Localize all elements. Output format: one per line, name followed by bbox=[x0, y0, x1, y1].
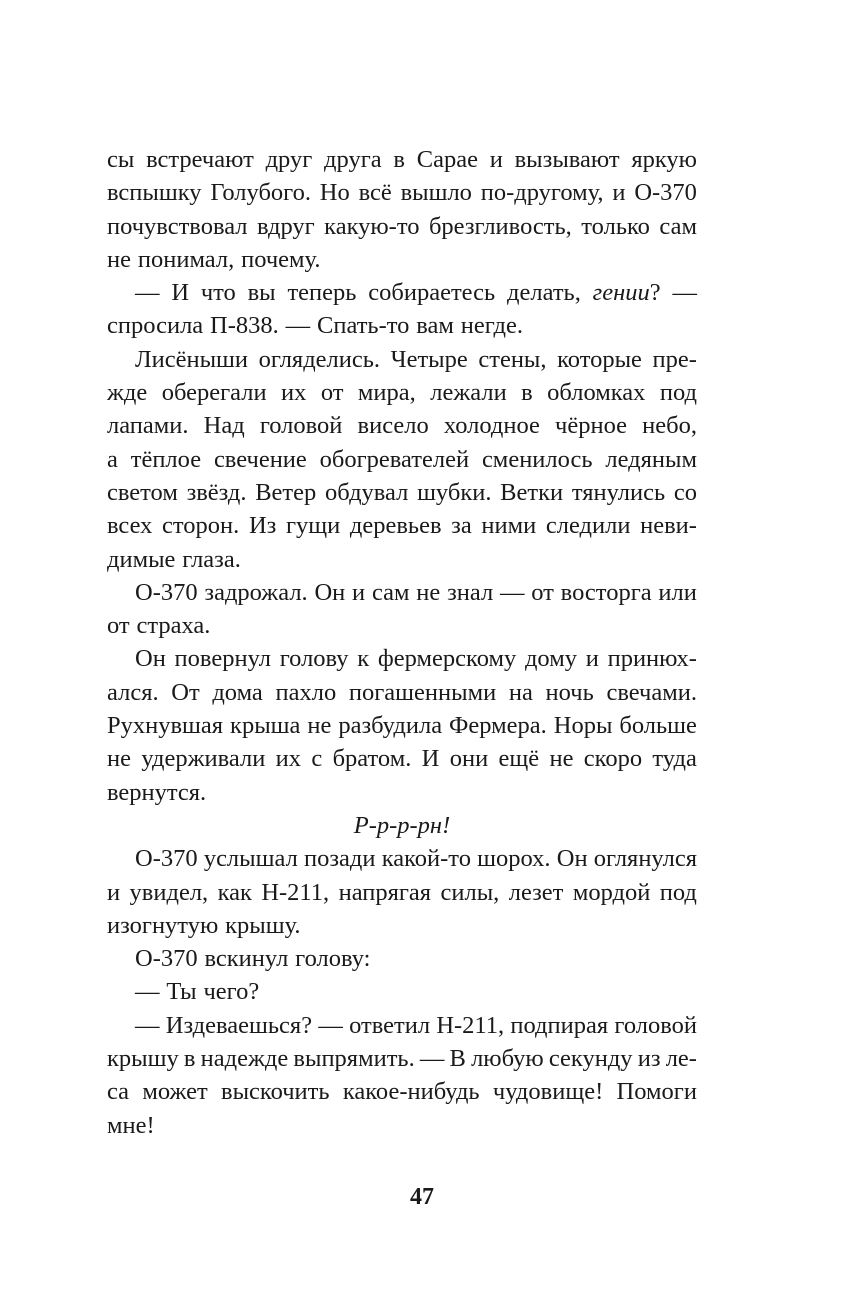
word: вернутся. bbox=[107, 778, 207, 806]
word: вы bbox=[247, 279, 276, 307]
word: обломках bbox=[547, 379, 646, 407]
word: сы bbox=[107, 146, 135, 173]
word: выпрямить. bbox=[293, 1045, 415, 1073]
word: Ты bbox=[166, 978, 197, 1006]
word: жде bbox=[107, 379, 148, 407]
text-line bbox=[107, 576, 697, 609]
word: братом. bbox=[332, 745, 412, 773]
word: небо, bbox=[642, 412, 697, 440]
text-line bbox=[107, 309, 697, 342]
word: Четыре bbox=[390, 345, 468, 373]
word: Н-211, bbox=[436, 1011, 505, 1039]
word: яркую bbox=[631, 146, 697, 173]
text-line bbox=[107, 509, 697, 542]
word: обогревателей bbox=[319, 445, 470, 473]
word: О-370 bbox=[634, 179, 697, 207]
word: подпирая bbox=[510, 1011, 609, 1039]
word: любую bbox=[471, 1045, 544, 1073]
word: может bbox=[142, 1078, 208, 1106]
word: свечение bbox=[213, 445, 307, 473]
word: собираетесь bbox=[368, 279, 496, 307]
word: погашенными bbox=[348, 678, 497, 706]
word: не bbox=[107, 745, 131, 773]
word: В bbox=[449, 1045, 466, 1073]
word: сторон. bbox=[162, 512, 240, 540]
word: Издеваешься? bbox=[165, 1011, 313, 1039]
word: — bbox=[285, 312, 311, 340]
word: Он bbox=[314, 578, 346, 606]
word: ледяным bbox=[605, 445, 697, 473]
text-line bbox=[107, 709, 697, 742]
page-number: 47 bbox=[410, 1184, 434, 1210]
word: — bbox=[318, 1011, 343, 1039]
word: Сарае bbox=[416, 146, 478, 173]
word: негде. bbox=[460, 312, 523, 340]
word: задрожал. bbox=[204, 578, 308, 606]
word: И bbox=[421, 745, 440, 773]
word: почему. bbox=[241, 245, 321, 273]
word: услышал bbox=[203, 845, 298, 873]
word: ался. bbox=[107, 678, 159, 706]
word: неви- bbox=[640, 512, 697, 540]
word: удерживали bbox=[141, 745, 266, 773]
word: выскочить bbox=[221, 1078, 330, 1106]
word: — bbox=[499, 578, 525, 606]
word: ночь bbox=[545, 678, 594, 706]
text-line bbox=[107, 676, 697, 709]
word: — bbox=[135, 978, 160, 1006]
word: Ветки bbox=[500, 478, 564, 506]
text-line bbox=[107, 876, 697, 909]
word: сам bbox=[371, 578, 410, 606]
word: ответил bbox=[349, 1011, 431, 1039]
word: глаза. bbox=[182, 545, 241, 573]
word: со bbox=[673, 478, 697, 506]
word: шубки. bbox=[417, 478, 492, 506]
text-line bbox=[107, 1009, 697, 1042]
word: принюх- bbox=[607, 645, 697, 673]
word: по-другому, bbox=[480, 179, 604, 207]
word: и bbox=[107, 878, 121, 906]
text-line bbox=[107, 376, 697, 409]
text-line bbox=[107, 443, 697, 476]
word: на bbox=[508, 678, 533, 706]
word: страха. bbox=[136, 612, 211, 640]
text-line bbox=[107, 210, 697, 243]
word: встречают bbox=[146, 146, 254, 173]
word: их bbox=[281, 379, 307, 407]
text-line bbox=[107, 809, 697, 842]
word: ле- bbox=[665, 1045, 697, 1073]
word: понимал, bbox=[137, 245, 235, 273]
word: больше bbox=[619, 712, 697, 740]
word: секунду bbox=[548, 1045, 633, 1073]
word: Рухнувшая bbox=[107, 712, 224, 740]
body-text bbox=[107, 143, 697, 1142]
word: друг bbox=[265, 146, 313, 173]
word: са bbox=[107, 1078, 130, 1106]
text-line bbox=[107, 476, 697, 509]
word: а bbox=[107, 445, 118, 473]
word: голову: bbox=[295, 945, 371, 973]
word: делать, bbox=[507, 279, 581, 307]
word: крыша bbox=[230, 712, 301, 740]
word: от bbox=[320, 379, 344, 407]
word: Над bbox=[203, 412, 245, 440]
word: теперь bbox=[287, 279, 357, 307]
text-line bbox=[107, 243, 697, 276]
word: Ветер bbox=[255, 478, 317, 506]
word: О-370 bbox=[135, 945, 198, 973]
text-line bbox=[107, 1109, 697, 1142]
word: не bbox=[307, 712, 332, 740]
word: от bbox=[531, 578, 554, 606]
word: под bbox=[659, 379, 697, 407]
text-line bbox=[107, 975, 697, 1008]
word: вскинул bbox=[204, 945, 289, 973]
word: — bbox=[135, 279, 160, 307]
word: повернул bbox=[174, 645, 271, 673]
text-line bbox=[107, 1075, 697, 1108]
word: оберегали bbox=[161, 379, 267, 407]
word: — bbox=[419, 1045, 445, 1073]
word: следили bbox=[545, 512, 631, 540]
word: — bbox=[135, 1011, 160, 1039]
word: Спать-то bbox=[317, 312, 410, 340]
word: которые bbox=[557, 345, 642, 373]
word: Но bbox=[319, 179, 350, 207]
word: какое-нибудь bbox=[342, 1078, 480, 1106]
text-line bbox=[107, 642, 697, 675]
word: разбудила bbox=[338, 712, 443, 740]
word: голову bbox=[279, 645, 349, 673]
word: силы, bbox=[440, 878, 500, 906]
word: всё bbox=[358, 179, 392, 207]
word: лапами. bbox=[107, 412, 189, 440]
word: О-370 bbox=[135, 845, 198, 873]
word: скоро bbox=[583, 745, 643, 773]
word: в bbox=[183, 1045, 196, 1073]
word: висело bbox=[357, 412, 429, 440]
word: холодное bbox=[443, 412, 540, 440]
word: восторга bbox=[560, 578, 652, 606]
word: они bbox=[449, 745, 489, 773]
word: не bbox=[416, 578, 441, 606]
word: крышу bbox=[107, 1045, 179, 1073]
word: дому bbox=[524, 645, 577, 673]
word: — bbox=[672, 279, 697, 307]
word: какую-то bbox=[324, 212, 420, 240]
word: П-838. bbox=[210, 312, 279, 340]
text-line bbox=[107, 409, 697, 442]
word: от bbox=[107, 612, 130, 640]
word: Он bbox=[556, 845, 588, 873]
text-line bbox=[107, 776, 697, 809]
word: сменилось bbox=[481, 445, 593, 473]
word: чёрное bbox=[555, 412, 627, 440]
word: ними bbox=[481, 512, 537, 540]
word: чего? bbox=[203, 978, 260, 1006]
word: в bbox=[521, 379, 533, 407]
word: вспышку bbox=[107, 179, 202, 207]
word: к bbox=[357, 645, 370, 673]
word: пре- bbox=[652, 345, 697, 373]
word: чудовище! bbox=[492, 1078, 604, 1106]
word: димые bbox=[107, 545, 176, 573]
word: пахло bbox=[275, 678, 337, 706]
word: какой-то bbox=[381, 845, 471, 873]
word: обдувал bbox=[324, 478, 409, 506]
word: сам bbox=[659, 212, 697, 240]
word: не bbox=[107, 245, 131, 273]
text-line bbox=[107, 276, 697, 309]
text-line bbox=[107, 343, 697, 376]
word: шорох. bbox=[477, 845, 551, 873]
word: тёплое bbox=[130, 445, 202, 473]
word: От bbox=[171, 678, 200, 706]
text-line bbox=[107, 609, 697, 642]
word: головой bbox=[259, 412, 343, 440]
word: изогнутую bbox=[107, 911, 219, 939]
word: головой bbox=[614, 1011, 697, 1039]
word: не bbox=[549, 745, 574, 773]
word: деревьев bbox=[349, 512, 442, 540]
word: Лисёныши bbox=[135, 345, 249, 373]
word: ещё bbox=[498, 745, 540, 773]
text-line bbox=[107, 909, 697, 942]
word: вам bbox=[416, 312, 454, 340]
text-line bbox=[107, 942, 697, 975]
word: как bbox=[217, 878, 252, 906]
word: только bbox=[581, 212, 650, 240]
word: Помоги bbox=[616, 1078, 697, 1106]
word: вызывают bbox=[514, 146, 620, 173]
text-line bbox=[107, 842, 697, 875]
word: Он bbox=[135, 645, 166, 673]
word: напрягая bbox=[338, 878, 432, 906]
word: увидел, bbox=[129, 878, 209, 906]
word: фермерскому bbox=[377, 645, 517, 673]
word: крышу. bbox=[225, 911, 301, 939]
word: знал bbox=[447, 578, 494, 606]
word: под bbox=[659, 878, 697, 906]
word: и bbox=[352, 578, 366, 606]
word: вдруг bbox=[257, 212, 315, 240]
word: Фермера. bbox=[449, 712, 547, 740]
text-line bbox=[107, 742, 697, 775]
word: тянулись bbox=[571, 478, 666, 506]
word: свечами. bbox=[606, 678, 697, 706]
word: гущи bbox=[285, 512, 341, 540]
word: О-370 bbox=[135, 578, 198, 606]
word: и bbox=[489, 146, 503, 173]
word: почувствовал bbox=[107, 212, 248, 240]
word: мордой bbox=[572, 878, 651, 906]
text-line bbox=[107, 543, 697, 576]
word: Голубого. bbox=[210, 179, 311, 207]
text-line bbox=[107, 1042, 697, 1075]
word: мне! bbox=[107, 1111, 155, 1139]
text-line bbox=[107, 176, 697, 209]
word: позади bbox=[304, 845, 376, 873]
word: из bbox=[637, 1045, 661, 1073]
word: Норы bbox=[553, 712, 613, 740]
word: оглянулся bbox=[593, 845, 697, 873]
word: звёзд. bbox=[186, 478, 247, 506]
word: надежде bbox=[200, 1045, 289, 1073]
word: их bbox=[275, 745, 302, 773]
word: лежали bbox=[430, 379, 507, 407]
word: спросила bbox=[107, 312, 204, 340]
word: или bbox=[658, 578, 697, 606]
word: Из bbox=[248, 512, 277, 540]
word: лезет bbox=[508, 878, 564, 906]
text-line bbox=[107, 143, 697, 176]
word: гении? bbox=[592, 279, 661, 307]
word: за bbox=[451, 512, 472, 540]
word: светом bbox=[107, 478, 178, 506]
word: огляделись. bbox=[258, 345, 381, 373]
word: что bbox=[200, 279, 236, 307]
word: брезгливость, bbox=[428, 212, 572, 240]
word: И bbox=[171, 279, 190, 307]
word: друга bbox=[324, 146, 382, 173]
word: стены, bbox=[478, 345, 547, 373]
word: с bbox=[311, 745, 323, 773]
word: мира, bbox=[357, 379, 416, 407]
word: Н-211, bbox=[261, 878, 330, 906]
word: и bbox=[585, 645, 599, 673]
word: и bbox=[612, 179, 626, 207]
word: вышло bbox=[400, 179, 472, 207]
word: в bbox=[393, 146, 405, 173]
word: туда bbox=[652, 745, 697, 773]
word: Р-р-р-рн! bbox=[353, 811, 451, 839]
word: дома bbox=[212, 678, 263, 706]
word: всех bbox=[107, 512, 153, 540]
